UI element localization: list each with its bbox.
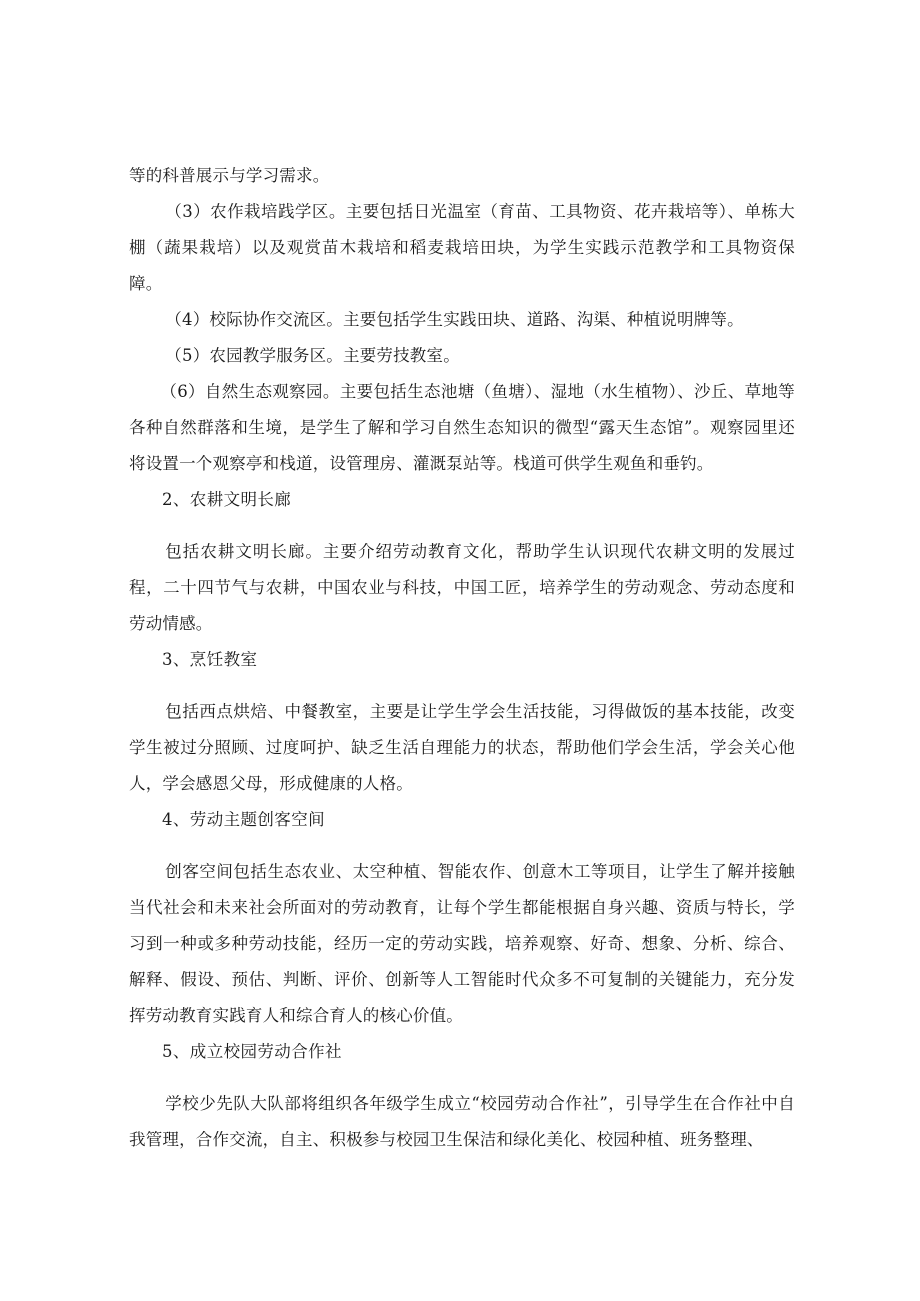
section-body-2: 包括农耕文明长廊。主要介绍劳动教育文化，帮助学生认识现代农耕文明的发展过程，二十四节气与农耕，中国农业与科技，中国工匠，培养学生的劳动观念、劳动态度和劳动情感。 [129,542,795,633]
paragraph-item-3: （3）农作栽培践学区。主要包括日光温室（育苗、工具物资、花卉栽培等）、单栋大棚（蔬果栽培）以及观赏苗木栽培和稻麦栽培田块，为学生实践示范教学和工具物资保障。 [129,202,795,293]
section-heading-5: 5、成立校园劳动合作社 [162,1042,342,1061]
section-heading-3: 3、烹饪教室 [162,650,258,669]
section-heading-2: 2、农耕文明长廊 [162,490,292,509]
section-gap [129,678,795,694]
paragraph-item-4: （4）校际协作交流区。主要包括学生实践田块、道路、沟渠、种植说明牌等。 [165,310,744,329]
paragraph-item-6: （6）自然生态观察园。主要包括生态池塘（鱼塘）、湿地（水生植物）、沙丘、草地等各种自然群落和生境，是学生了解和学习自然生态知识的微型“露天生态馆”。观察园里还将设置一个观察亭和栈道，设管理房、灌溉泵站等。栈道可供学生观鱼和垂钓。 [129,382,795,473]
document-page [129,158,795,1158]
section-body-3: 包括西点烘焙、中餐教室，主要是让学生学会生活技能，习得做饭的基本技能，改变学生被过分照顾、过度呵护、缺乏生活自理能力的状态，帮助他们学会生活，学会关心他人，学会感恩父母，形成健康的人格。 [129,702,795,793]
section-body-4: 创客空间包括生态农业、太空种植、智能农作、创意木工等项目，让学生了解并接触当代社会和未来社会所面对的劳动教育，让每个学生都能根据自身兴趣、资质与特长，学习到一种或多种劳动技能，经历一定的劳动实践，培养观察、好奇、想象、分析、综合、解释、假设、预估、判断、评价、创新等人工智能时代众多不可复制的关键能力，充分发挥劳动教育实践育人和综合育人的核心价值。 [129,862,795,1025]
paragraph-intro-tail: 等的科普展示与学习需求。 [129,166,330,185]
section-body-5: 学校少先队大队部将组织各年级学生成立“校园劳动合作社”，引导学生在合作社中自我管理，合作交流，自主、积极参与校园卫生保洁和绿化美化、校园种植、班务整理、 [129,1094,795,1149]
section-heading-4: 4、劳动主题创客空间 [162,810,325,829]
section-gap [129,838,795,854]
section-gap [129,1070,795,1086]
section-gap [129,518,795,534]
paragraph-item-5: （5）农园教学服务区。主要劳技教室。 [165,346,460,365]
